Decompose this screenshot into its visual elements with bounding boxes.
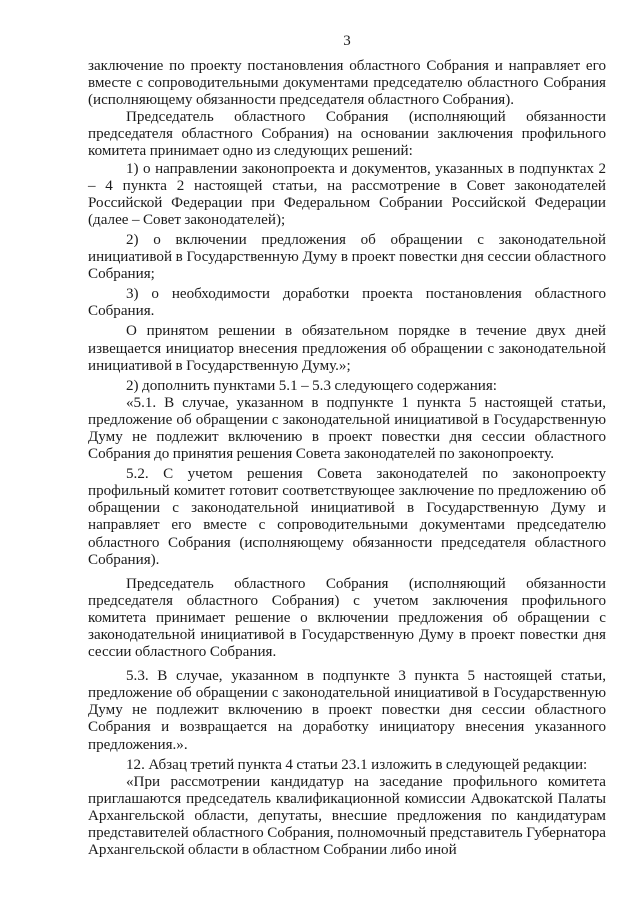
clause-5-2: 5.2. С учетом решения Совета законодателей по законопроекту профильный комитет готовит соответствующее заключение по предложению об обращении с законодательной инициативой в Государственную Думу и направляет его вместе с сопроводительными документами председателю областного Собрания (исполняющему обязанности председателя областного Собрания). bbox=[88, 466, 606, 568]
list-item-2: 2) о включении предложения об обращении с законодательной инициативой в Государственную Думу в проект повестки дня сессии областного Собрания; bbox=[88, 231, 606, 283]
paragraph-continuation: заключение по проекту постановления областного Собрания и направляет его вместе с сопроводительными документами председателю областного Собрания (исполняющему обязанности председателя областного Собрания). bbox=[88, 58, 606, 109]
paragraph-notification: О принятом решении в обязательном порядке в течение двух дней извещается инициатор внесения предложения об обращении с законодательной инициативой в Государственную Думу.»; bbox=[88, 323, 606, 374]
amendment-item-2: 2) дополнить пунктами 5.1 – 5.3 следующего содержания: bbox=[126, 377, 498, 394]
paragraph-chairman-inclusion: Председатель областного Собрания (исполняющий обязанности председателя областного Собрания) с учетом заключения профильного комитета принимает решение о включении предложения об обращении с законодательной инициативой в Государственную Думу в проект повестки дня сессии областного Собрания. bbox=[88, 575, 606, 661]
page-number: 3 bbox=[343, 33, 351, 49]
document-body bbox=[88, 58, 606, 859]
clause-5-1: «5.1. В случае, указанном в подпункте 1 пункта 5 настоящей статьи, предложение об обращении с законодательной инициативой в Государственную Думу не подлежит включению в проект повестки дня сессии областного Собрания до принятия решения Совета законодателей по законопроекту. bbox=[88, 394, 606, 463]
amendment-item-12: 12. Абзац третий пункта 4 статьи 23.1 изложить в следующей редакции: bbox=[126, 756, 588, 773]
clause-5-3: 5.3. В случае, указанном в подпункте 3 пункта 5 настоящей статьи, предложение об обращении с законодательной инициативой в Государственную Думу не подлежит включению в проект повестки дня сессии областного Собрания и возвращается на доработку инициатору внесения указанного предложения.». bbox=[88, 668, 606, 753]
paragraph-candidates: «При рассмотрении кандидатур на заседание профильного комитета приглашаются председатель квалификационной комиссии Адвокатской Палаты Архангельской области, депутаты, внесшие предложения по кандидатурам представителей областного Собрания, полномочный представитель Губернатора Архангельской области в областном Собрании либо иной bbox=[88, 773, 606, 859]
paragraph-chairman-decisions: Председатель областного Собрания (исполняющий обязанности председателя областного Собрания) на основании заключения профильного комитета принимает одно из следующих решений: bbox=[88, 109, 606, 160]
list-item-3: 3) о необходимости доработки проекта постановления областного Собрания. bbox=[88, 286, 606, 320]
list-item-1: 1) о направлении законопроекта и документов, указанных в подпунктах 2 – 4 пункта 2 настоящей статьи, на рассмотрение в Совет законодателей Российской Федерации при Федеральном Собрании Российской Федерации (далее – Совет законодателей); bbox=[88, 160, 606, 228]
